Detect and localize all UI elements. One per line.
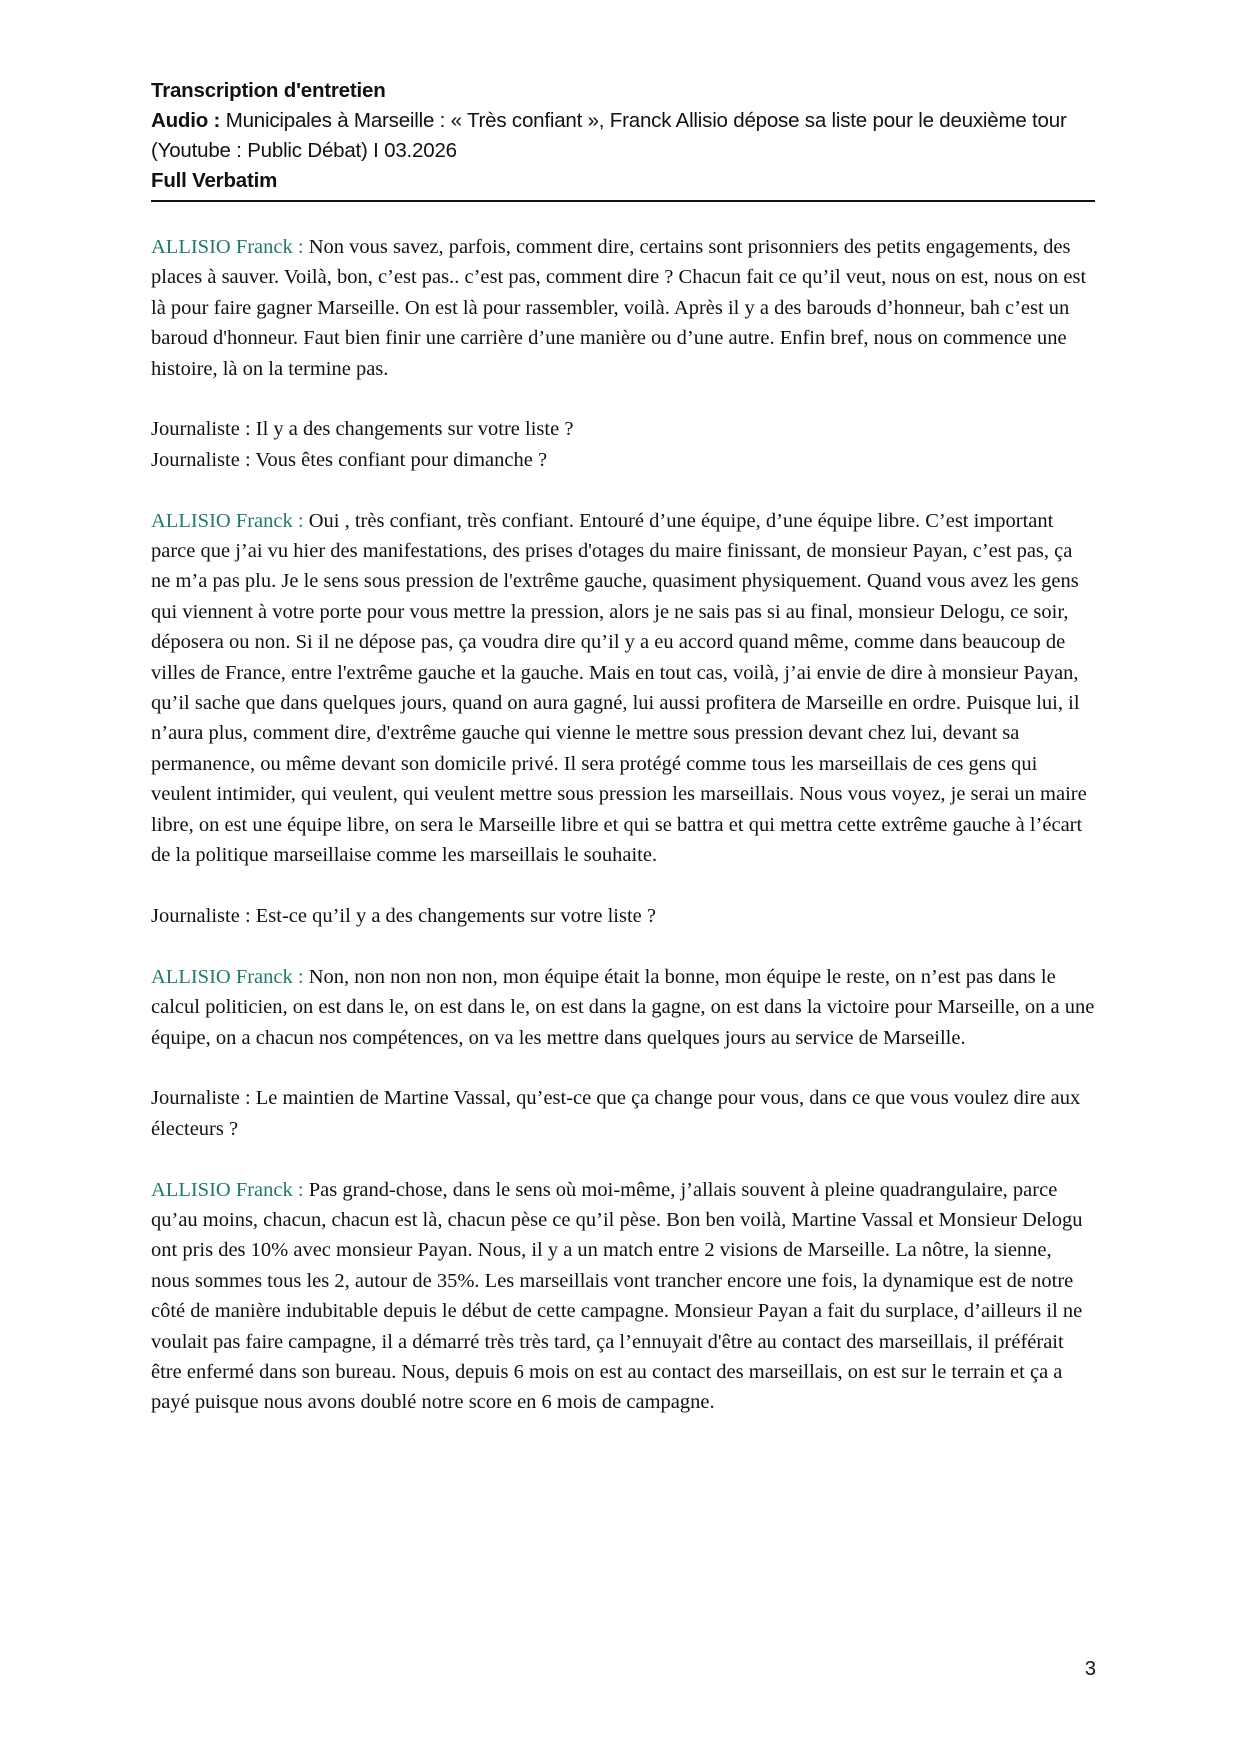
transcript-turn [151,445,1095,475]
speaker-label: ALLISIO Franck : [151,965,304,988]
speaker-label: Journaliste : [151,418,251,441]
page-number: 3 [1084,1658,1096,1680]
verbatim-label: Full Verbatim [151,169,278,192]
turn-text: Non, non non non non, mon équipe était la bonne, mon équipe le reste, on n’est pas dans le calcul politicien, on est dans le, on est dans le, on est dans la gagne, on est dans la victoire pour Marseille, on a une équipe, on a chacun nos compétences, on va les mettre dans quelques jours au service de Marseille. [151,965,1095,1049]
transcript-turn [151,1175,1095,1418]
transcript-body [151,232,1095,1448]
turn-text: Vous êtes confiant pour dimanche ? [250,448,548,471]
turn-text: Oui , très confiant, très confiant. Entouré d’une équipe, d’une équipe libre. C’est important parce que j’ai vu hier des manifestations, des prises d'otages du maire finissant, de monsieur Payan, c’est pas, ça ne m’a pas plu. Je le sens sous pression de l'extrême gauche, quasiment physiquement. Quand vous avez les gens qui viennent à votre porte pour vous mettre la pression, alors je ne sais pas si au final, monsieur Delogu, ce soir, déposera ou non. Si il ne dépose pas, ça voudra dire qu’il y a eu accord quand même, comme dans beaucoup de villes de France, entre l'extrême gauche et la gauche. Mais en tout cas, voilà, j’ai envie de dire à monsieur Payan, qu’il sache que dans quelques jours, quand on aura gagné, lui aussi profitera de Marseille en ordre. Puisque lui, il n’aura plus, comment dire, d'extrême gauche qui vienne le mettre sous pression devant chez lui, devant sa permanence, ou même devant son domicile privé. Il sera protégé comme tous les marseillais de ces gens qui veulent intimider, qui veulent, qui veulent mettre sous pression les marseillais. Nous vous voyez, je serai un maire libre, on est une équipe libre, on sera le Marseille libre et qui se battra et qui mettra cette extrême gauche à l’écart de la politique marseillaise comme les marseillais le souhaite. [151,509,1087,867]
turn-text: Est-ce qu’il y a des changements sur votre liste ? [250,904,656,927]
transcript-turn [151,506,1095,871]
document-header [151,76,1095,196]
audio-source [151,106,1095,166]
turn-text: Il y a des changements sur votre liste ? [250,418,574,441]
speaker-label: Journaliste : [151,904,251,927]
turn-text: Pas grand-chose, dans le sens où moi-même, j’allais souvent à pleine quadrangulaire, parce qu’au moins, chacun, chacun est là, chacun pèse ce qu’il pèse. Bon ben voilà, Martine Vassal et Monsieur Delogu ont pris des 10% avec monsieur Payan. Nous, il y a un match entre 2 visions de Marseille. La nôtre, la sienne, nous sommes tous les 2, autour de 35%. Les marseillais vont trancher encore une fois, la dynamique est de notre côté de manière indubitable depuis le début de cette campagne. Monsieur Payan a fait du surplace, d’ailleurs il ne voulait pas faire campagne, il a démarré très très tard, ça l’ennuyait d'être au contact des marseillais, il préférait être enfermé dans son bureau. Nous, depuis 6 mois on est au contact des marseillais, on est sur le terrain et ça a payé puisque nous avons doublé notre score en 6 mois de campagne. [151,1178,1083,1414]
audio-description: Municipales à Marseille : « Très confiant », Franck Allisio dépose sa liste pour le deuxième tour (Youtube : Public Débat) I 03.2026 [151,109,1067,162]
audio-label: Audio : [151,109,221,132]
speaker-label: Journaliste : [151,448,251,471]
turn-text: Le maintien de Martine Vassal, qu’est-ce que ça change pour vous, dans ce que vous voulez dire aux électeurs ? [151,1087,1081,1140]
transcript-turn [151,232,1095,384]
transcript-turn [151,901,1095,931]
transcript-turn [151,414,1095,444]
transcript-turn [151,1083,1095,1144]
document-title: Transcription d'entretien [151,79,386,102]
speaker-label: ALLISIO Franck : [151,509,304,532]
turn-text: Non vous savez, parfois, comment dire, certains sont prisonniers des petits engagements, des places à sauver. Voilà, bon, c’est pas.. c’est pas, comment dire ? Chacun fait ce qu’il veut, nous on est, nous on est là pour faire gagner Marseille. On est là pour rassembler, voilà. Après il y a des barouds d’honneur, bah c’est un baroud d'honneur. Faut bien finir une carrière d’une manière ou d’une autre. Enfin bref, nous on commence une histoire, là on la termine pas. [151,236,1087,380]
speaker-label: ALLISIO Franck : [151,1178,304,1201]
transcript-turn [151,962,1095,1053]
header-divider [151,200,1095,202]
speaker-label: ALLISIO Franck : [151,236,304,258]
speaker-label: Journaliste : [151,1087,251,1110]
